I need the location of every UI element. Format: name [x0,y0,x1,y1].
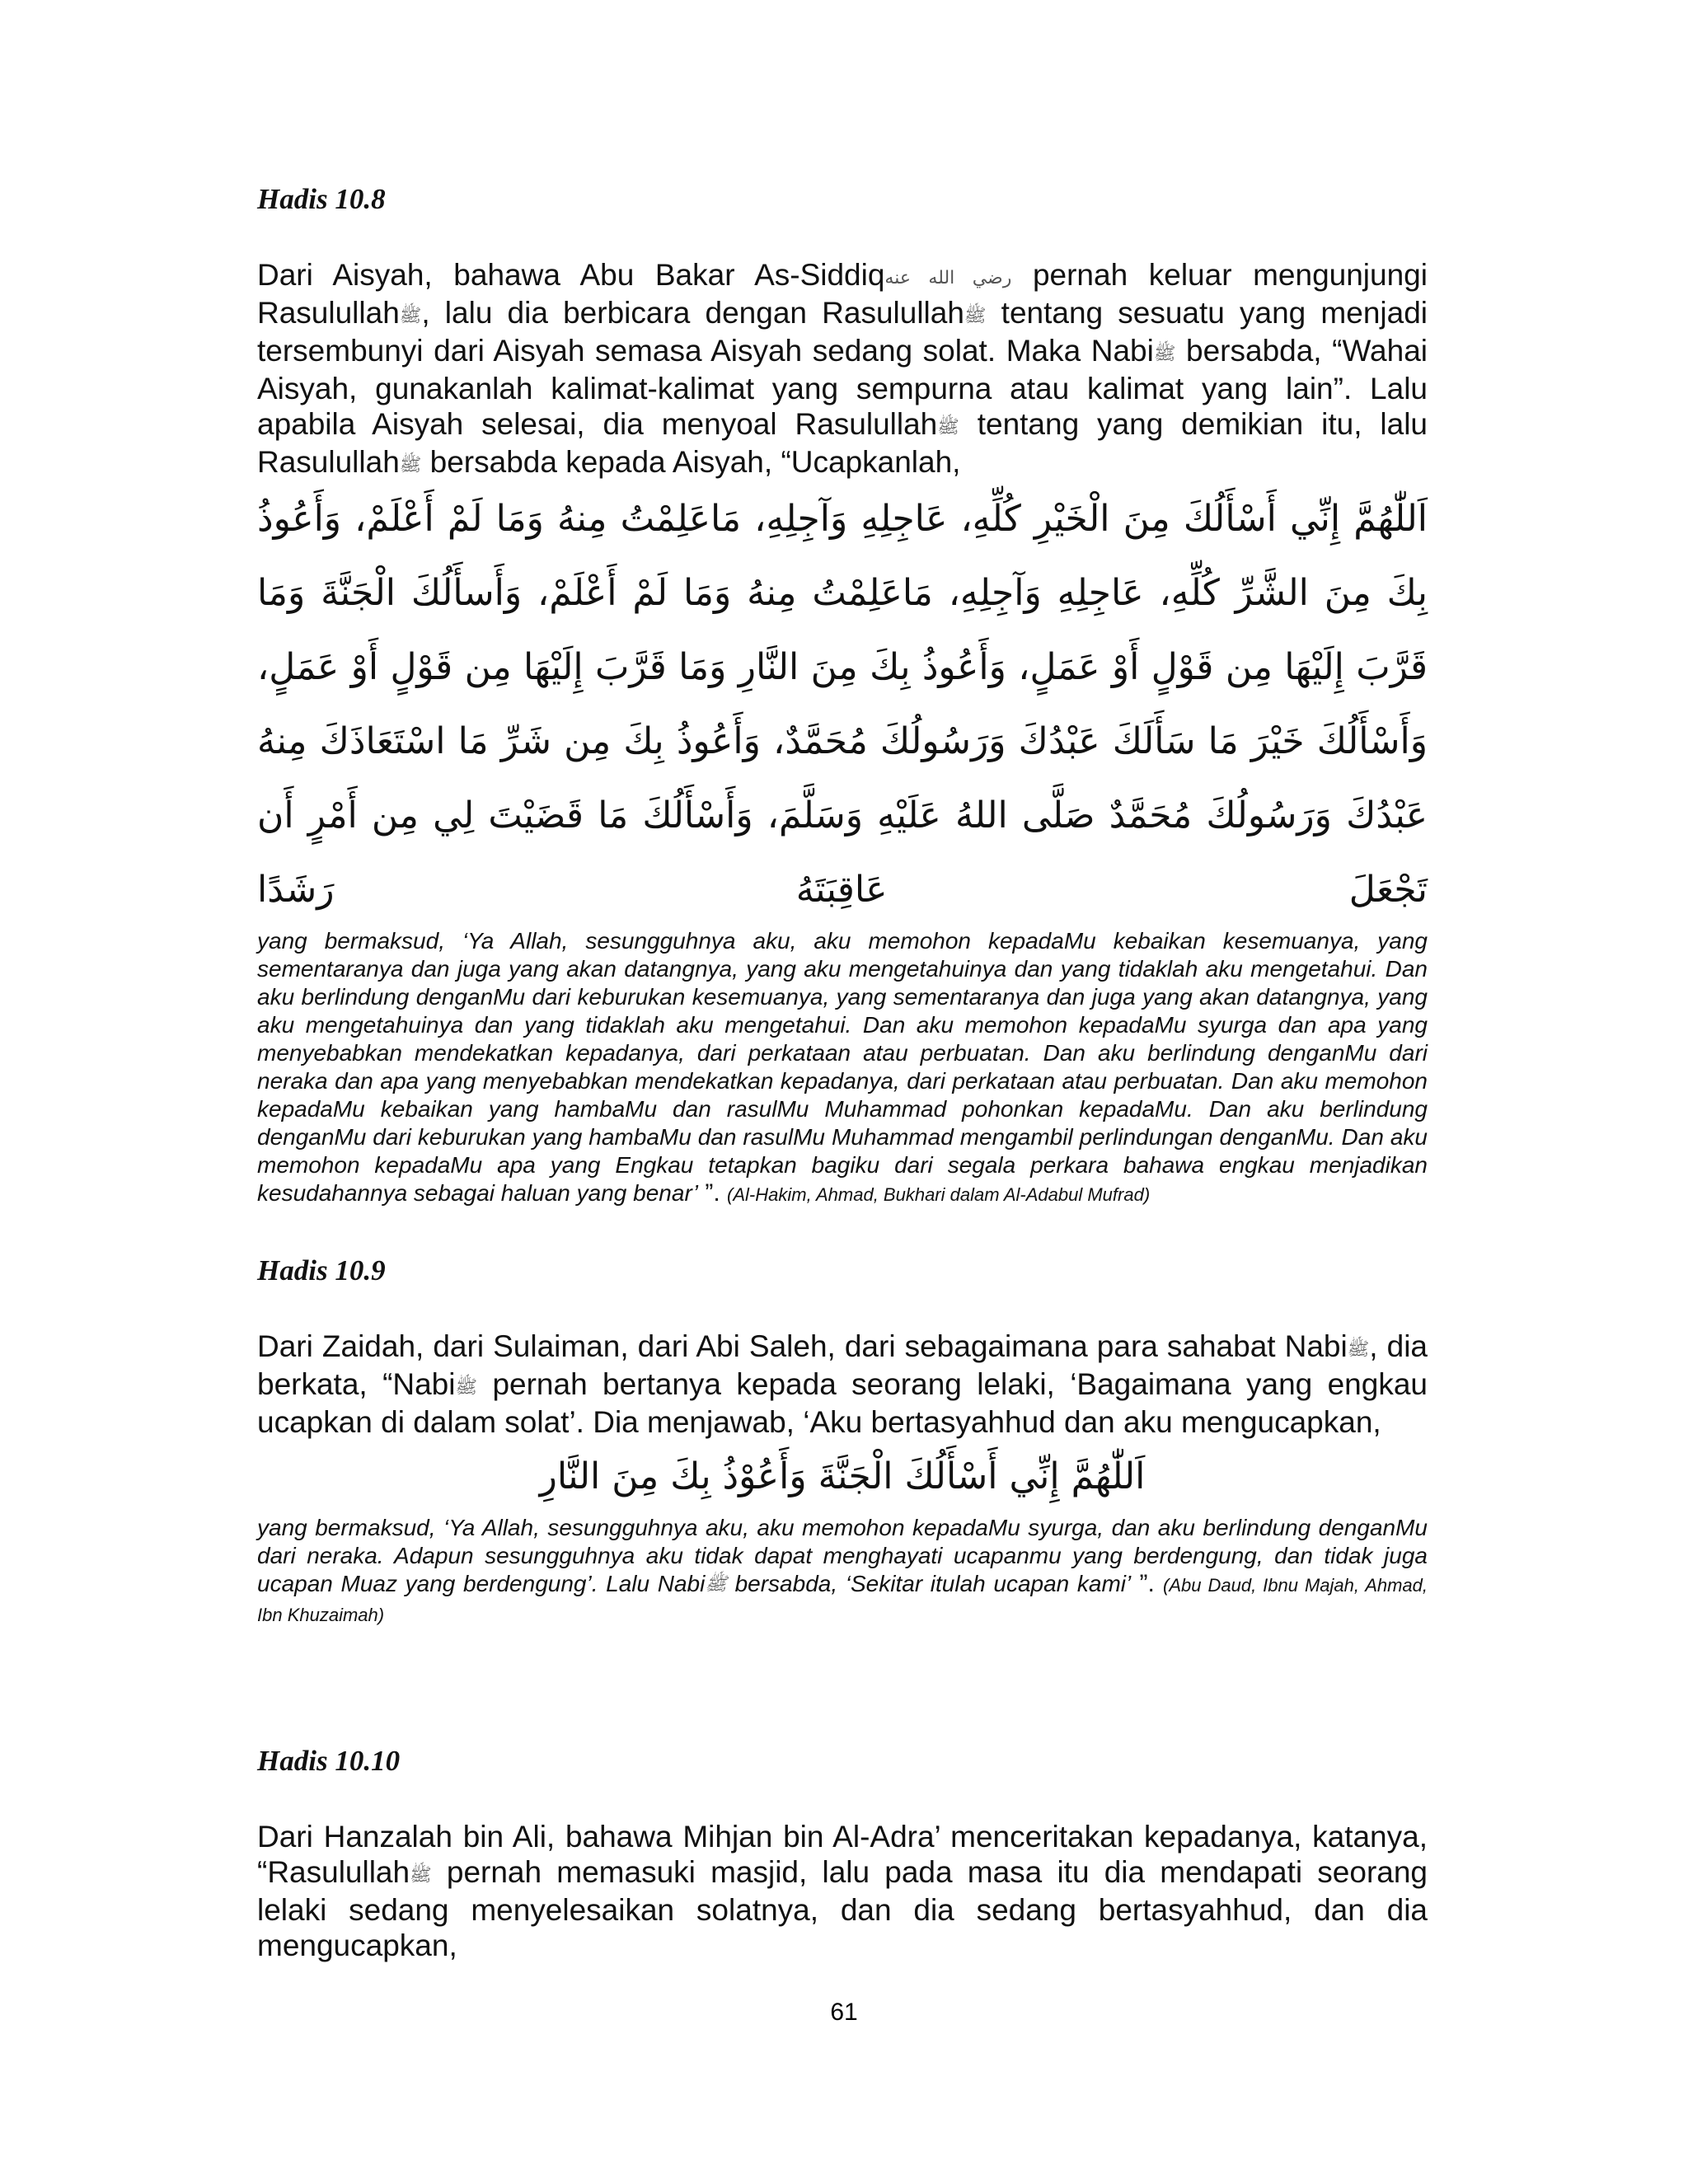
hadis-10-10-heading: Hadis 10.10 [257,1745,401,1777]
document-page [257,181,1428,2159]
hadis-10-8-arabic-text: اَللّٰهُمَّ إِنِّي أَسْأَلُكَ مِنَ الْخَيْرِ كُلِّهِ، عَاجِلِهِ وَآجِلِهِ، مَاعَلِمْتُ مِنهُ وَمَا لَمْ أَعْلَمْ، وَأَعُوذُ بِكَ مِنَ الشَّرِّ كُلِّهِ، عَاجِلِهِ وَآجِلِهِ، مَاعَلِمْتُ مِنهُ وَمَا لَمْ أَعْلَمْ، وَأَسأَلُكَ الْجَنَّةَ وَمَا قَرَّبَ إِلَيْهَا مِن قَوْلٍ أَوْ عَمَلٍ، وَأَعُوذُ بِكَ مِنَ النَّارِ وَمَا قَرَّبَ إِلَيْهَا مِن قَوْلٍ أَوْ عَمَلٍ، وَأَسْأَلُكَ خَيْرَ مَا سَأَلَكَ عَبْدُكَ وَرَسُولُكَ مُحَمَّدٌ، وَأَعُوذُ بِكَ مِن شَرِّ مَا اسْتَعَاذَكَ مِنهُ عَبْدُكَ وَرَسُولُكَ مُحَمَّدٌ صَلَّى اللهُ عَلَيْهِ وَسَلَّمَ، وَأَسْأَلُكَ مَا قَضَيْتَ لِي مِن أَمْرٍ أَن تَجْعَلَ عَاقِبَتَهُ رَشَدًا [257,498,1428,911]
page-number: 61 [830,1999,858,2026]
saw-honorific-icon: ﷺ [410,1864,432,1885]
text-span: bersabda, “Wahai Aisyah, gunakanlah kalimat-kalimat yang sempurna atau kalimat yang lain”. Lalu apabila Aisyah selesai, dia menyoal Rasulullah [257,334,1428,441]
text-span: tentang yang demikian itu, lalu Rasulullah [257,407,1428,479]
closing-quote: ”. [698,1179,728,1207]
saw-honorific-icon: ﷺ [705,1573,727,1594]
saw-honorific-icon: ﷺ [937,416,959,437]
text-span: pernah memasuki masjid, lalu pada masa itu dia mendapati seorang lelaki sedang menyelesaikan solatnya, dan dia sedang bertasyahhud, dan dia mengucapkan, [257,1855,1428,1962]
text-span: tentang sesuatu yang menjadi tersembunyi dari Aisyah semasa Aisyah sedang solat. Maka Nabi [257,296,1428,368]
saw-honorific-icon: ﷺ [399,454,422,475]
text-span: Dari Hanzalah bin Ali, bahawa Mihjan bin Al-Adra’ menceritakan kepadanya, katanya, “Rasulullah [257,1820,1428,1889]
hadis-10-8-section [257,181,1428,1209]
hadis-10-9-source: (Abu Daud, Ibnu Majah, Ahmad, Ibn Khuzaimah) [257,1575,1428,1625]
ra-honorific-icon: رضي الله عنه [884,267,1012,288]
hadis-10-9-paragraph [257,1329,1428,1440]
text-span: , lalu dia berbicara dengan Rasulullah [421,296,964,330]
hadis-10-8-source: (Al-Hakim, Ahmad, Bukhari dalam Al-Adabul Mufrad) [727,1184,1151,1205]
text-span: pernah keluar mengunjungi Rasulullah [257,258,1428,330]
text-span: Dari Zaidah, dari Sulaiman, dari Abi Saleh, dari sebagaimana para sahabat Nabi [257,1329,1348,1363]
hadis-10-8-heading: Hadis 10.8 [257,183,386,215]
hadis-10-9-heading: Hadis 10.9 [257,1254,386,1286]
saw-honorific-icon: ﷺ [455,1376,478,1397]
hadis-10-8-paragraph [257,257,1428,482]
text-span: bersabda kepada Aisyah, “Ucapkanlah, [421,445,961,479]
saw-honorific-icon: ﷺ [964,305,987,326]
saw-honorific-icon: ﷺ [399,305,422,326]
hadis-10-10-section [257,1743,1428,1963]
text-span: bersabda, ‘Sekitar itulah ucapan kami’ [726,1571,1132,1596]
closing-quote: ”. [1131,1570,1164,1597]
hadis-10-8-translation [257,927,1428,1209]
text-span: yang bermaksud, ‘Ya Allah, sesungguhnya aku, aku memohon kepadaMu syurga, dan aku berlindung denganMu dari neraka. Adapun sesungguhnya aku tidak dapat menghayati ucapanmu yang berdengung, dan tidak juga ucapan Muaz yang berdengung’. Lalu Nabi [257,1515,1428,1596]
text-span: yang bermaksud, ‘Ya Allah, sesungguhnya aku, aku memohon kepadaMu kebaikan kesemuanya, yang sementaranya dan juga yang akan datangnya, yang aku mengetahuinya dan yang tidaklah aku mengetahui. Dan aku berlindung denganMu dari keburukan kesemuanya, yang sementaranya dan juga yang akan datangnya, yang aku mengetahuinya dan yang tidaklah aku mengetahui. Dan aku memohon kepadaMu syurga dan apa yang menyebabkan mendekatkan kepadanya, dari perkataan atau perbuatan. Dan aku berlindung denganMu dari neraka dan apa yang menyebabkan mendekatkan kepadanya, dari perkataan atau perbuatan. Dan aku memohon kepadaMu kebaikan yang hambaMu dan rasulMu Muhammad pohonkan kepadaMu. Dan aku berlindung denganMu dari keburukan yang hambaMu dan rasulMu Muhammad mengambil perlindungan denganMu. Dan aku memohon kepadaMu apa yang Engkau tetapkan bagiku dari segala perkara bahawa engkau menjadikan kesudahannya sebagai haluan yang benar’ [257,928,1428,1206]
saw-honorific-icon: ﷺ [1347,1338,1370,1359]
text-span: , dia berkata, “Nabi [257,1329,1428,1401]
saw-honorific-icon: ﷺ [1153,343,1176,363]
hadis-10-10-paragraph [257,1819,1428,1963]
text-span: pernah bertanya kepada seorang lelaki, ‘Bagaimana yang engkau ucapkan di dalam solat’. Dia menjawab, ‘Aku bertasyahhud dan aku mengucapkan, [257,1367,1428,1439]
text-span: Dari Aisyah, bahawa Abu Bakar As-Siddiq [257,258,885,292]
hadis-10-9-section [257,1253,1428,1629]
hadis-10-9-translation [257,1514,1428,1629]
hadis-10-9-arabic-text: اَللّٰهُمَّ إِنِّي أَسْأَلُكَ الْجَنَّةَ وَأَعُوْذُ بِكَ مِنَ النَّارِ [539,1455,1146,1497]
